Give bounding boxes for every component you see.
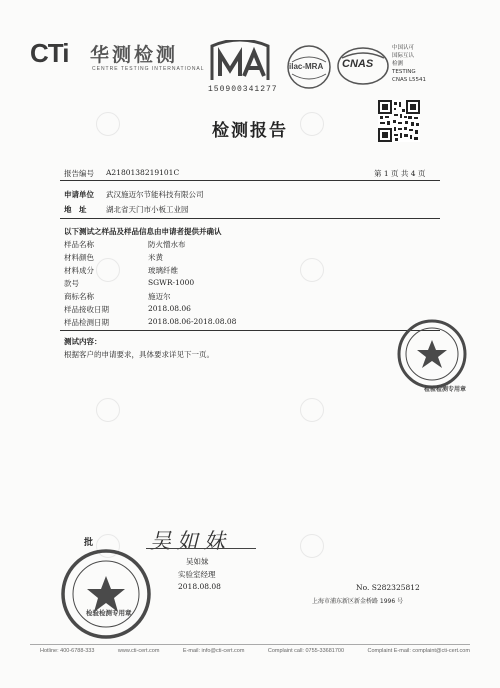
- bottom-stamp-icon: [60, 548, 152, 640]
- sample-row-value: 米黄: [148, 253, 163, 262]
- footer-hotline: Hotline: 400-6788-333: [40, 648, 95, 654]
- approver-role: 实验室经理: [178, 570, 216, 579]
- watermark-mark: [300, 258, 324, 282]
- applicant-name-value: 武汉施迈尔节能科技有限公司: [106, 190, 204, 199]
- footer-complaint-call: Complaint call: 0755-33681700: [267, 648, 345, 654]
- cti-logo: CTi: [30, 38, 69, 68]
- footer-divider: [30, 644, 470, 645]
- approve-label: 批: [84, 538, 94, 548]
- lab-address: 上海市浦东新区新金桥路 1996 号: [312, 598, 404, 605]
- footer-email[interactable]: E-mail: info@cti-cert.com: [182, 648, 245, 654]
- sample-heading: 以下测试之样品及样品信息由申请者提供并确认: [64, 227, 222, 236]
- applicant-address-value: 湖北省天门市小板工业园: [106, 205, 189, 214]
- sample-row-value: 防火憎水布: [148, 240, 186, 249]
- sample-row-value: 2018.08.06-2018.08.08: [148, 317, 237, 326]
- right-stamp-icon: [396, 318, 468, 390]
- divider: [60, 330, 440, 331]
- sample-row-label: 样品名称: [64, 240, 94, 249]
- sample-row-value: 施迈尔: [148, 292, 171, 301]
- sample-row-label: 材料成分: [64, 266, 94, 275]
- test-text: 根据客户的申请要求，具体要求详见下一页。: [64, 350, 214, 359]
- signature-line: [146, 548, 256, 549]
- divider: [60, 218, 440, 219]
- watermark-mark: [96, 398, 120, 422]
- sample-row-label: 样品接收日期: [64, 305, 109, 314]
- cma-logo-icon: [206, 40, 274, 84]
- cti-logo-en: CENTRE TESTING INTERNATIONAL: [92, 66, 205, 72]
- report-number-value: A2180138219101C: [106, 168, 180, 177]
- applicant-name-label: 申请单位: [64, 190, 94, 199]
- bottom-stamp-label: 检验检测专用章: [86, 609, 132, 617]
- sample-row-label: 商标名称: [64, 292, 94, 301]
- cnas-note: 中国认可 国际互认 检测 TESTING CNAS L5541: [392, 45, 427, 83]
- cti-logo-cn: 华测检测: [90, 44, 179, 66]
- cma-code: 150900341277: [208, 85, 278, 94]
- report-number-label: 报告编号: [64, 169, 94, 178]
- watermark-mark: [300, 534, 324, 558]
- right-stamp-label: 检验检测专用章: [424, 386, 467, 393]
- applicant-address-label: 地 址: [64, 205, 87, 214]
- footer-complaint-email[interactable]: Complaint E-mail: complaint@cti-cert.com: [367, 648, 470, 654]
- qr-code-icon: [378, 100, 420, 142]
- divider: [60, 180, 440, 181]
- page-info: 第 1 页 共 4 页: [374, 169, 426, 178]
- sample-row-label: 款号: [64, 279, 79, 288]
- sample-row-label: 样品检测日期: [64, 318, 109, 327]
- footer: [40, 648, 470, 654]
- approval-date: 2018.08.08: [178, 582, 221, 591]
- test-heading: 测试内容：: [64, 337, 102, 346]
- sample-row-value: 2018.08.06: [148, 304, 191, 313]
- watermark-mark: [96, 258, 120, 282]
- sample-row-label: 材料颜色: [64, 253, 94, 262]
- approver-name: 吴如妹: [186, 557, 209, 566]
- cnas-label: CNAS: [342, 58, 374, 70]
- footer-website[interactable]: www.cti-cert.com: [117, 648, 160, 654]
- watermark-mark: [300, 398, 324, 422]
- signature: 吴如妹: [150, 529, 231, 553]
- report-no: No. S282325812: [356, 583, 420, 592]
- page-title: 检测报告: [212, 121, 288, 141]
- sample-row-value: 玻璃纤维: [148, 266, 178, 275]
- ilac-mra-label: ilac-MRA: [289, 62, 324, 71]
- sample-row-value: SGWR-1000: [148, 278, 195, 287]
